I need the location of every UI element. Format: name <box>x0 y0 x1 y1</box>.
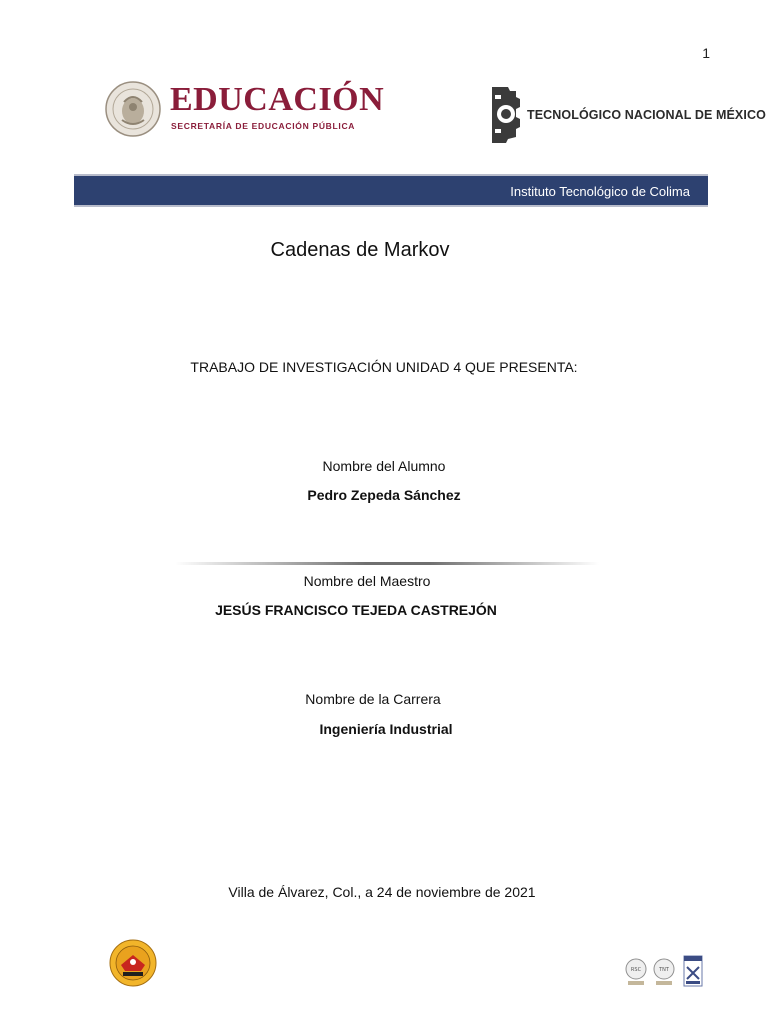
banner-text: Instituto Tecnológico de Colima <box>510 184 690 199</box>
institute-seal-icon <box>109 939 157 987</box>
sep-title: EDUCACIÓN <box>170 81 385 118</box>
divider <box>175 562 599 565</box>
career-name: Ingeniería Industrial <box>319 721 453 737</box>
page-number: 1 <box>702 45 710 61</box>
certification-badges-icon <box>624 955 706 987</box>
tecnm-logo-icon <box>486 83 524 145</box>
document-subtitle: TRABAJO DE INVESTIGACIÓN UNIDAD 4 QUE PRESENTA: <box>190 359 578 375</box>
svg-text:RSC: RSC <box>630 967 642 973</box>
document-title: Cadenas de Markov <box>270 239 450 261</box>
student-name: Pedro Zepeda Sánchez <box>307 487 461 503</box>
tecnm-name: TECNOLÓGICO NACIONAL DE MÉXICO <box>527 108 766 122</box>
national-emblem-icon <box>104 80 162 138</box>
place-date: Villa de Álvarez, Col., a 24 de noviembre de 2021 <box>228 884 536 900</box>
sep-subtitle: SECRETARÍA DE EDUCACIÓN PÚBLICA <box>171 121 356 131</box>
svg-text:TNT: TNT <box>659 967 669 973</box>
teacher-name: JESÚS FRANCISCO TEJEDA CASTREJÓN <box>215 602 497 618</box>
student-label: Nombre del Alumno <box>322 458 446 474</box>
institute-banner <box>74 174 708 207</box>
career-label: Nombre de la Carrera <box>305 691 441 707</box>
teacher-label: Nombre del Maestro <box>303 573 431 589</box>
